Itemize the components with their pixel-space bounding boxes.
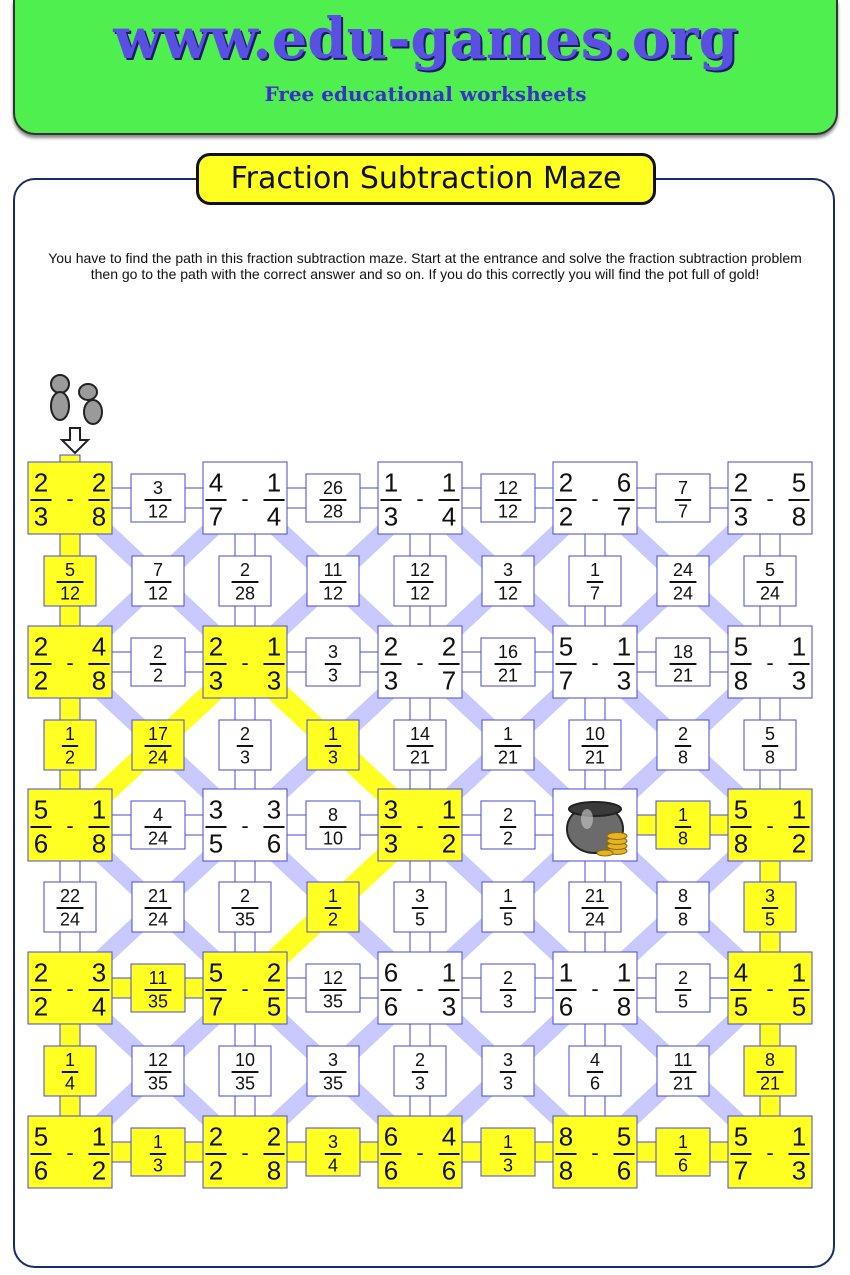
numerator: 5 [64, 560, 76, 581]
answer-fraction [320, 478, 347, 521]
numerator: 6 [616, 467, 632, 498]
numerator: 12 [322, 968, 344, 989]
numerator: 1 [266, 631, 282, 662]
numerator: 14 [409, 724, 431, 745]
denominator: 6 [616, 1155, 632, 1186]
numerator: 1 [616, 631, 632, 662]
denominator: 2 [327, 909, 339, 930]
numerator: 3 [383, 794, 399, 825]
numerator: 1 [327, 724, 339, 745]
denominator: 4 [441, 501, 457, 532]
denominator: 4 [327, 1155, 339, 1176]
numerator: 22 [59, 886, 81, 907]
numerator: 5 [33, 1121, 49, 1152]
numerator: 2 [152, 642, 164, 663]
denominator: 3 [208, 665, 224, 696]
denominator: 4 [91, 991, 107, 1022]
denominator: 12 [59, 583, 81, 604]
denominator: 3 [383, 828, 399, 859]
denominator: 2 [91, 1155, 107, 1186]
numerator: 1 [502, 886, 514, 907]
denominator: 8 [764, 747, 776, 768]
numerator: 10 [584, 724, 606, 745]
denominator: 3 [383, 665, 399, 696]
denominator: 2 [558, 501, 574, 532]
answer-fraction [407, 560, 434, 603]
denominator: 5 [414, 909, 426, 930]
minus-sign: - [591, 976, 599, 1001]
answer-fraction [320, 968, 347, 1011]
numerator: 5 [733, 631, 749, 662]
denominator: 5 [208, 828, 224, 859]
numerator: 1 [558, 957, 574, 988]
denominator: 8 [733, 665, 749, 696]
numerator: 2 [33, 631, 49, 662]
denominator: 8 [91, 665, 107, 696]
denominator: 6 [558, 991, 574, 1022]
answer-fraction [145, 1050, 172, 1093]
numerator: 5 [733, 794, 749, 825]
denominator: 5 [266, 991, 282, 1022]
minus-sign: - [416, 650, 424, 675]
denominator: 24 [759, 583, 781, 604]
numerator: 3 [502, 1050, 514, 1071]
answer-fraction [670, 560, 697, 603]
denominator: 8 [733, 828, 749, 859]
numerator: 5 [558, 631, 574, 662]
answer-fraction [232, 1050, 259, 1093]
numerator: 7 [677, 478, 689, 499]
denominator: 10 [322, 828, 344, 849]
answer-fraction [407, 724, 434, 767]
denominator: 3 [502, 991, 514, 1012]
denominator: 21 [759, 1073, 781, 1094]
numerator: 1 [383, 467, 399, 498]
denominator: 21 [672, 1073, 694, 1094]
numerator: 7 [152, 560, 164, 581]
minus-sign: - [416, 1140, 424, 1165]
denominator: 21 [497, 747, 519, 768]
numerator: 1 [791, 1121, 807, 1152]
denominator: 24 [584, 909, 606, 930]
numerator: 8 [327, 805, 339, 826]
denominator: 2 [33, 665, 49, 696]
denominator: 3 [502, 1073, 514, 1094]
denominator: 12 [147, 583, 169, 604]
denominator: 7 [441, 665, 457, 696]
denominator: 24 [59, 909, 81, 930]
minus-sign: - [241, 650, 249, 675]
entrance-corridor [60, 455, 80, 462]
numerator: 1 [791, 794, 807, 825]
numerator: 3 [91, 957, 107, 988]
minus-sign: - [241, 976, 249, 1001]
pot-of-gold-icon [567, 802, 627, 856]
denominator: 3 [733, 501, 749, 532]
denominator: 7 [208, 501, 224, 532]
numerator: 2 [239, 886, 251, 907]
numerator: 1 [791, 631, 807, 662]
denominator: 3 [327, 665, 339, 686]
denominator: 8 [677, 828, 689, 849]
denominator: 24 [147, 828, 169, 849]
denominator: 8 [266, 1155, 282, 1186]
denominator: 2 [791, 828, 807, 859]
denominator: 35 [234, 1073, 256, 1094]
minus-sign: - [66, 1140, 74, 1165]
numerator: 2 [502, 968, 514, 989]
numerator: 2 [441, 631, 457, 662]
denominator: 3 [502, 1155, 514, 1176]
denominator: 12 [322, 583, 344, 604]
minus-sign: - [241, 486, 249, 511]
numerator: 1 [441, 467, 457, 498]
denominator: 24 [147, 747, 169, 768]
denominator: 8 [91, 828, 107, 859]
numerator: 1 [266, 467, 282, 498]
denominator: 28 [322, 501, 344, 522]
denominator: 3 [239, 747, 251, 768]
denominator: 2 [33, 991, 49, 1022]
numerator: 3 [208, 794, 224, 825]
denominator: 5 [764, 909, 776, 930]
denominator: 3 [791, 1155, 807, 1186]
answer-fraction [670, 642, 697, 685]
numerator: 1 [589, 560, 601, 581]
denominator: 2 [208, 1155, 224, 1186]
numerator: 17 [147, 724, 169, 745]
numerator: 1 [616, 957, 632, 988]
minus-sign: - [416, 976, 424, 1001]
numerator: 4 [733, 957, 749, 988]
numerator: 3 [764, 886, 776, 907]
denominator: 8 [791, 501, 807, 532]
numerator: 3 [414, 886, 426, 907]
denominator: 6 [33, 1155, 49, 1186]
minus-sign: - [766, 1140, 774, 1165]
numerator: 4 [589, 1050, 601, 1071]
numerator: 2 [677, 968, 689, 989]
denominator: 2 [152, 665, 164, 686]
numerator: 1 [64, 1050, 76, 1071]
denominator: 12 [147, 501, 169, 522]
numerator: 2 [266, 1121, 282, 1152]
numerator: 2 [677, 724, 689, 745]
numerator: 11 [673, 1050, 693, 1071]
denominator: 5 [677, 991, 689, 1012]
numerator: 24 [672, 560, 694, 581]
denominator: 3 [414, 1073, 426, 1094]
denominator: 6 [266, 828, 282, 859]
minus-sign: - [66, 813, 74, 838]
numerator: 18 [672, 642, 694, 663]
denominator: 2 [441, 828, 457, 859]
denominator: 7 [677, 501, 689, 522]
denominator: 35 [147, 991, 169, 1012]
denominator: 3 [616, 665, 632, 696]
numerator: 3 [502, 560, 514, 581]
denominator: 24 [672, 583, 694, 604]
numerator: 6 [383, 957, 399, 988]
numerator: 1 [791, 957, 807, 988]
numerator: 2 [33, 957, 49, 988]
numerator: 2 [502, 805, 514, 826]
denominator: 8 [616, 991, 632, 1022]
numerator: 3 [327, 1132, 339, 1153]
minus-sign: - [766, 650, 774, 675]
numerator: 12 [147, 1050, 169, 1071]
numerator: 4 [441, 1121, 457, 1152]
denominator: 6 [383, 991, 399, 1022]
denominator: 4 [64, 1073, 76, 1094]
denominator: 35 [147, 1073, 169, 1094]
numerator: 8 [764, 1050, 776, 1071]
numerator: 1 [152, 1132, 164, 1153]
numerator: 1 [502, 724, 514, 745]
denominator: 12 [409, 583, 431, 604]
denominator: 7 [589, 583, 601, 604]
denominator: 6 [589, 1073, 601, 1094]
denominator: 24 [147, 909, 169, 930]
denominator: 8 [91, 501, 107, 532]
answer-fraction [582, 724, 609, 767]
denominator: 3 [266, 665, 282, 696]
minus-sign: - [766, 813, 774, 838]
numerator: 2 [33, 467, 49, 498]
numerator: 2 [266, 957, 282, 988]
numerator: 1 [91, 794, 107, 825]
denominator: 8 [677, 909, 689, 930]
answer-fraction [495, 642, 522, 685]
numerator: 21 [584, 886, 606, 907]
denominator: 6 [441, 1155, 457, 1186]
numerator: 1 [91, 1121, 107, 1152]
numerator: 1 [502, 1132, 514, 1153]
numerator: 2 [383, 631, 399, 662]
denominator: 35 [234, 909, 256, 930]
numerator: 6 [383, 1121, 399, 1152]
minus-sign: - [66, 650, 74, 675]
denominator: 2 [502, 828, 514, 849]
numerator: 5 [208, 957, 224, 988]
minus-sign: - [416, 813, 424, 838]
numerator: 11 [148, 968, 168, 989]
numerator: 10 [234, 1050, 256, 1071]
denominator: 7 [733, 1155, 749, 1186]
numerator: 1 [677, 805, 689, 826]
numerator: 2 [558, 467, 574, 498]
denominator: 3 [441, 991, 457, 1022]
minus-sign: - [416, 486, 424, 511]
denominator: 21 [409, 747, 431, 768]
numerator: 2 [208, 1121, 224, 1152]
denominator: 35 [322, 1073, 344, 1094]
numerator: 21 [147, 886, 169, 907]
numerator: 5 [33, 794, 49, 825]
numerator: 8 [677, 886, 689, 907]
denominator: 8 [677, 747, 689, 768]
worksheet-title: Fraction Subtraction Maze [196, 153, 656, 205]
numerator: 16 [497, 642, 519, 663]
denominator: 21 [497, 665, 519, 686]
answer-fraction [57, 886, 84, 929]
numerator: 3 [152, 478, 164, 499]
numerator: 8 [558, 1121, 574, 1152]
denominator: 5 [502, 909, 514, 930]
denominator: 7 [616, 501, 632, 532]
minus-sign: - [241, 1140, 249, 1165]
numerator: 26 [322, 478, 344, 499]
denominator: 3 [327, 747, 339, 768]
numerator: 1 [64, 724, 76, 745]
denominator: 4 [266, 501, 282, 532]
denominator: 12 [497, 501, 519, 522]
minus-sign: - [241, 813, 249, 838]
numerator: 1 [441, 957, 457, 988]
denominator: 21 [584, 747, 606, 768]
numerator: 1 [677, 1132, 689, 1153]
numerator: 5 [764, 724, 776, 745]
numerator: 11 [323, 560, 343, 581]
numerator: 3 [266, 794, 282, 825]
denominator: 12 [497, 583, 519, 604]
denominator: 6 [383, 1155, 399, 1186]
denominator: 8 [558, 1155, 574, 1186]
denominator: 3 [383, 501, 399, 532]
denominator: 28 [234, 583, 256, 604]
numerator: 2 [239, 724, 251, 745]
numerator: 4 [91, 631, 107, 662]
numerator: 2 [733, 467, 749, 498]
site-tagline: Free educational worksheets [264, 82, 587, 106]
numerator: 3 [327, 1050, 339, 1071]
minus-sign: - [591, 650, 599, 675]
numerator: 2 [208, 631, 224, 662]
numerator: 1 [441, 794, 457, 825]
numerator: 2 [239, 560, 251, 581]
numerator: 12 [409, 560, 431, 581]
denominator: 3 [152, 1155, 164, 1176]
minus-sign: - [766, 486, 774, 511]
numerator: 2 [91, 467, 107, 498]
minus-sign: - [766, 976, 774, 1001]
numerator: 4 [208, 467, 224, 498]
denominator: 6 [677, 1155, 689, 1176]
minus-sign: - [591, 486, 599, 511]
answer-fraction [582, 886, 609, 929]
numerator: 4 [152, 805, 164, 826]
numerator: 5 [733, 1121, 749, 1152]
minus-sign: - [66, 486, 74, 511]
numerator: 2 [414, 1050, 426, 1071]
numerator: 5 [616, 1121, 632, 1152]
answer-fraction [495, 478, 522, 521]
numerator: 1 [327, 886, 339, 907]
denominator: 21 [672, 665, 694, 686]
denominator: 3 [791, 665, 807, 696]
numerator: 5 [764, 560, 776, 581]
site-name[interactable]: www.edu-games.org [113, 6, 738, 72]
answer-fraction [145, 886, 172, 929]
denominator: 6 [33, 828, 49, 859]
denominator: 2 [64, 747, 76, 768]
denominator: 7 [208, 991, 224, 1022]
denominator: 3 [33, 501, 49, 532]
numerator: 3 [327, 642, 339, 663]
numerator: 12 [497, 478, 519, 499]
instructions-text: You have to find the path in this fraction subtraction maze. Start at the entrance and solve the fraction subtraction problem then go to the path with the correct answer and so on. If you do this correctly you will find the pot full of gold! [48, 250, 802, 282]
minus-sign: - [66, 976, 74, 1001]
denominator: 7 [558, 665, 574, 696]
denominator: 5 [791, 991, 807, 1022]
minus-sign: - [591, 1140, 599, 1165]
denominator: 5 [733, 991, 749, 1022]
answer-fraction [145, 724, 172, 767]
denominator: 35 [322, 991, 344, 1012]
numerator: 5 [791, 467, 807, 498]
